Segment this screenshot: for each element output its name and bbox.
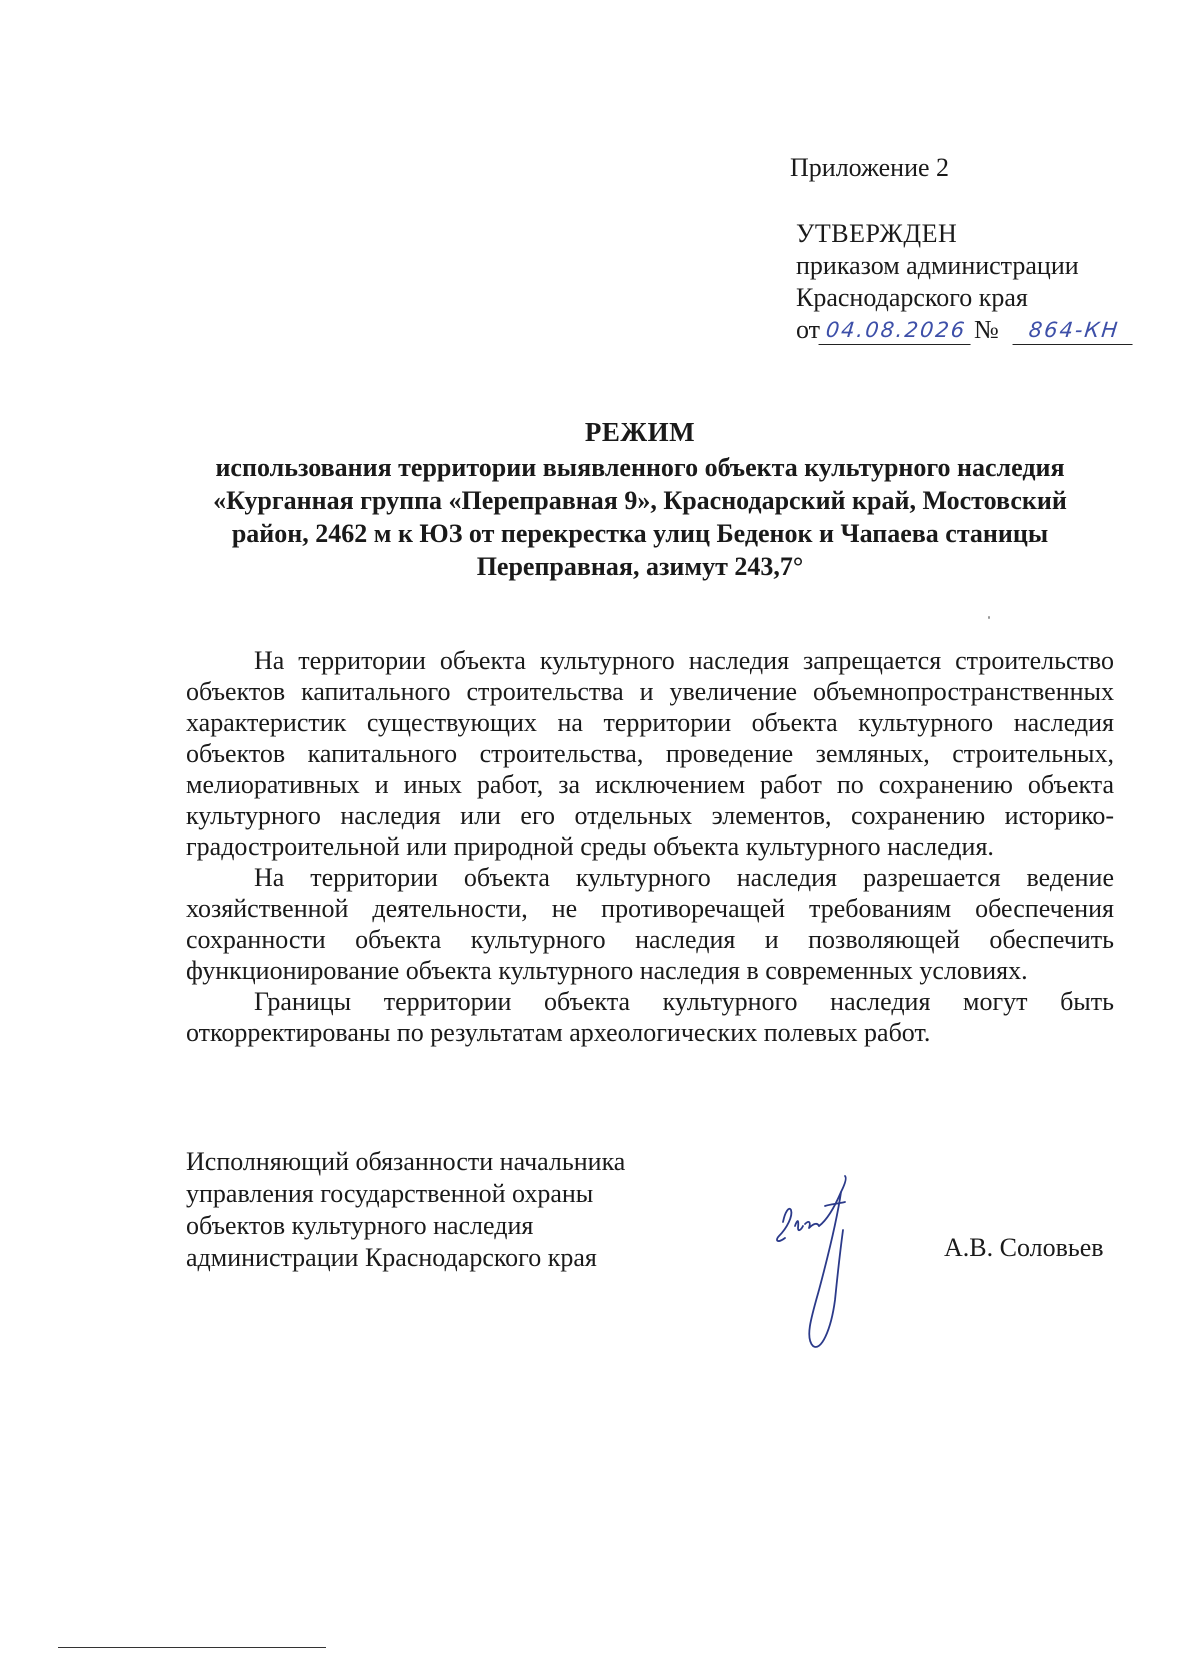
appendix-label: Приложение 2	[790, 153, 950, 182]
body-paragraph-2: На территории объекта культурного наследия разрешается ведение хозяйственной деятельности, не противоречащей требованиям обеспечения сохранности объекта культурного наследия и позволяющей обеспечить функционирование объекта культурного наследия в современных условиях.	[186, 863, 1114, 985]
approval-order-line2: Краснодарского края	[796, 283, 1028, 312]
title-line-1: использования территории выявленного объекта культурного наследия	[215, 453, 1065, 482]
approval-block	[796, 218, 1121, 348]
body-paragraph-1: На территории объекта культурного наследия запрещается строительство объектов капитального строительства и увеличение объемнопространственных характеристик существующих на территории объекта культурного наследия объектов капитального строительства, проведение земляных, строительных, мелиоративных и иных работ, за исключением работ по сохранению объекта культурного наследия или его отдельных элементов, сохранению историко-градостроительной или природной среды объекта культурного наследия.	[186, 646, 1114, 861]
signer-position	[186, 1146, 625, 1274]
signer-position-line-2: управления государственной охраны	[186, 1179, 594, 1208]
order-number-handwritten: 864-КН	[1012, 316, 1135, 345]
order-date-number-line	[796, 314, 1121, 348]
approval-order-line1: приказом администрации	[796, 251, 1079, 280]
signer-position-line-4: администрации Краснодарского края	[186, 1243, 597, 1272]
signer-position-line-3: объектов культурного наследия	[186, 1211, 534, 1240]
signer-position-line-1: Исполняющий обязанности начальника	[186, 1147, 626, 1176]
order-date-handwritten: 04.08.2026	[818, 316, 973, 345]
title-line-4: Переправная, азимут 243,7°	[476, 552, 804, 581]
signer-name: А.В. Соловьев	[944, 1233, 1104, 1262]
title-main: РЕЖИМ	[584, 417, 696, 447]
handwritten-signature	[765, 1170, 875, 1355]
document-body	[186, 645, 1114, 1048]
scan-speck	[988, 616, 990, 619]
date-prefix: от	[796, 315, 821, 344]
title-line-2: «Курганная группа «Переправная 9», Краснодарский край, Мостовский	[213, 486, 1067, 515]
title-line-3: район, 2462 м к ЮЗ от перекрестка улиц Беденок и Чапаева станицы	[231, 519, 1049, 548]
body-paragraph-3: Границы территории объекта культурного наследия могут быть откорректированы по результатам археологических полевых работ.	[186, 987, 1114, 1047]
number-sign: №	[974, 315, 999, 344]
document-title	[160, 416, 1120, 583]
approved-heading: УТВЕРЖДЕН	[796, 219, 958, 248]
footnote-divider	[58, 1647, 326, 1648]
